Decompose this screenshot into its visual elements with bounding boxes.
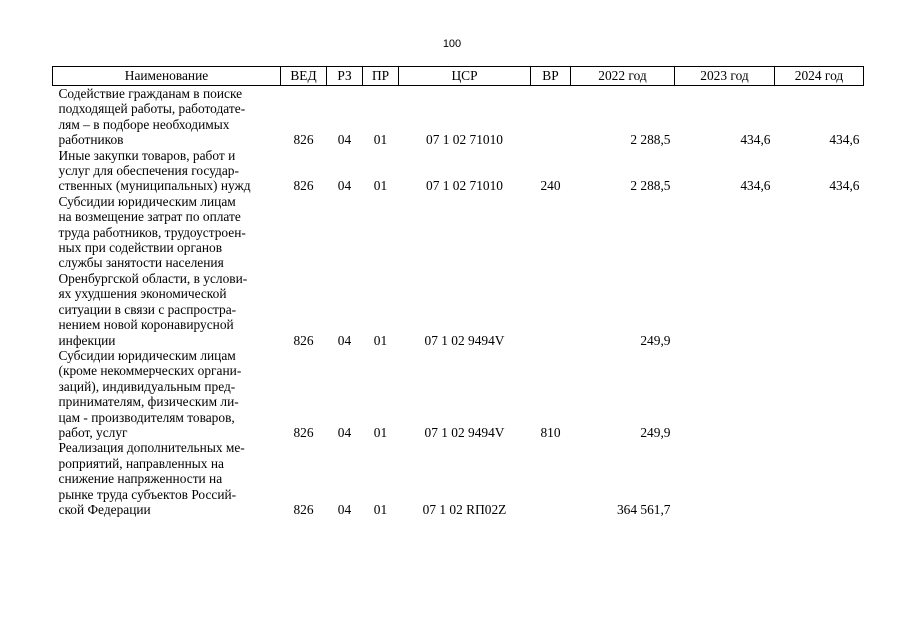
col-header-ved: ВЕД [281,67,327,86]
row-name-line: Субсидии юридическим лицам [58,347,236,363]
col-header-2022: 2022 год [571,67,675,86]
row-pr: 01 [373,332,388,348]
row-2022: 249,9 [640,424,671,440]
row-name-line: ных при содействии органов [58,240,223,256]
row-rz: 04 [337,178,352,194]
row-2024: 434,6 [829,178,860,194]
row-2024: 434,6 [829,132,860,148]
row-vr [531,86,571,148]
row-2022: 2 288,5 [630,132,671,148]
row-name-line: ственных (муниципальных) нужд [58,178,251,194]
row-2022: 2 288,5 [630,178,671,194]
row-name-line: принимателям, физическим ли- [58,394,239,410]
table-row [53,194,864,348]
row-ved: 826 [293,178,314,194]
row-name-cell [53,440,281,517]
row-name-line: рынке труда субъектов Россий- [58,486,237,502]
row-vr: 810 [540,424,561,440]
row-name-line: услуг для обеспечения государ- [58,163,239,179]
row-ved: 826 [293,332,314,348]
row-name-line: ях ухудшения экономической [58,286,227,302]
col-header-csr: ЦСР [399,67,531,86]
row-name-line: ской Федерации [58,501,151,517]
row-name-line: ситуации в связи с распростра- [58,301,237,317]
row-name-line: инфекции [58,332,116,348]
table-row [53,440,864,517]
row-csr: 07 1 02 9494V [424,424,505,440]
row-2024 [775,348,864,440]
row-pr: 01 [373,132,388,148]
page-number: 100 [442,38,462,50]
row-csr: 07 1 02 71010 [426,132,503,148]
col-header-name: Наименование [53,67,281,86]
table-row [53,86,864,148]
row-name-line: заций), индивидуальным пред- [58,378,236,394]
row-pr: 01 [373,178,388,194]
row-name-line: работ, услуг [58,424,128,440]
row-2023 [675,348,775,440]
row-name-line: на возмещение затрат по оплате [58,209,241,225]
row-name-cell [53,194,281,348]
row-2023: 434,6 [740,178,771,194]
row-ved: 826 [293,424,314,440]
col-header-2023: 2023 год [675,67,775,86]
row-pr: 01 [373,501,388,517]
row-rz: 04 [337,132,352,148]
row-name-line: Реализация дополнительных ме- [58,440,245,456]
row-name-cell [53,148,281,194]
row-rz: 04 [337,332,352,348]
row-2023 [675,440,775,517]
row-2023 [675,194,775,348]
row-name-line: Иные закупки товаров, работ и [58,147,236,163]
row-name-line: цам - производителям товаров, [58,409,235,425]
row-name-line: Оренбургской области, в услови- [58,270,248,286]
table-header-row [53,67,864,86]
row-2023: 434,6 [740,132,771,148]
row-name-line: Содействие гражданам в поиске [58,86,243,101]
row-csr: 07 1 02 71010 [426,178,503,194]
row-rz: 04 [337,501,352,517]
row-rz: 04 [337,424,352,440]
row-name-line: роприятий, направленных на [58,455,224,471]
row-pr: 01 [373,424,388,440]
col-header-rz: РЗ [327,67,363,86]
row-name-cell [53,86,281,148]
row-csr: 07 1 02 RП02Z [422,501,507,517]
row-vr: 240 [540,178,561,194]
budget-table [52,66,864,517]
row-2024 [775,194,864,348]
row-name-line: снижение напряженности на [58,471,223,487]
row-name-line: подходящей работы, работодате- [58,101,246,117]
row-vr [531,440,571,517]
row-ved: 826 [293,132,314,148]
row-name-line: Субсидии юридическим лицам [58,193,236,209]
table-row [53,348,864,440]
row-csr: 07 1 02 9494V [424,332,505,348]
row-name-line: лям – в подборе необходимых [58,116,230,132]
row-vr [531,194,571,348]
row-2022: 249,9 [640,332,671,348]
row-name-cell [53,348,281,440]
row-name-line: службы занятости населения [58,255,224,271]
table-row [53,148,864,194]
row-name-line: труда работников, трудоустроен- [58,224,246,240]
row-2022: 364 561,7 [616,501,671,517]
col-header-vr: ВР [531,67,571,86]
col-header-pr: ПР [363,67,399,86]
col-header-2024: 2024 год [775,67,864,86]
row-name-line: (кроме некоммерческих органи- [58,363,242,379]
row-ved: 826 [293,501,314,517]
row-name-line: нением новой коронавирусной [58,317,234,333]
row-2024 [775,440,864,517]
row-name-line: работников [58,132,124,148]
